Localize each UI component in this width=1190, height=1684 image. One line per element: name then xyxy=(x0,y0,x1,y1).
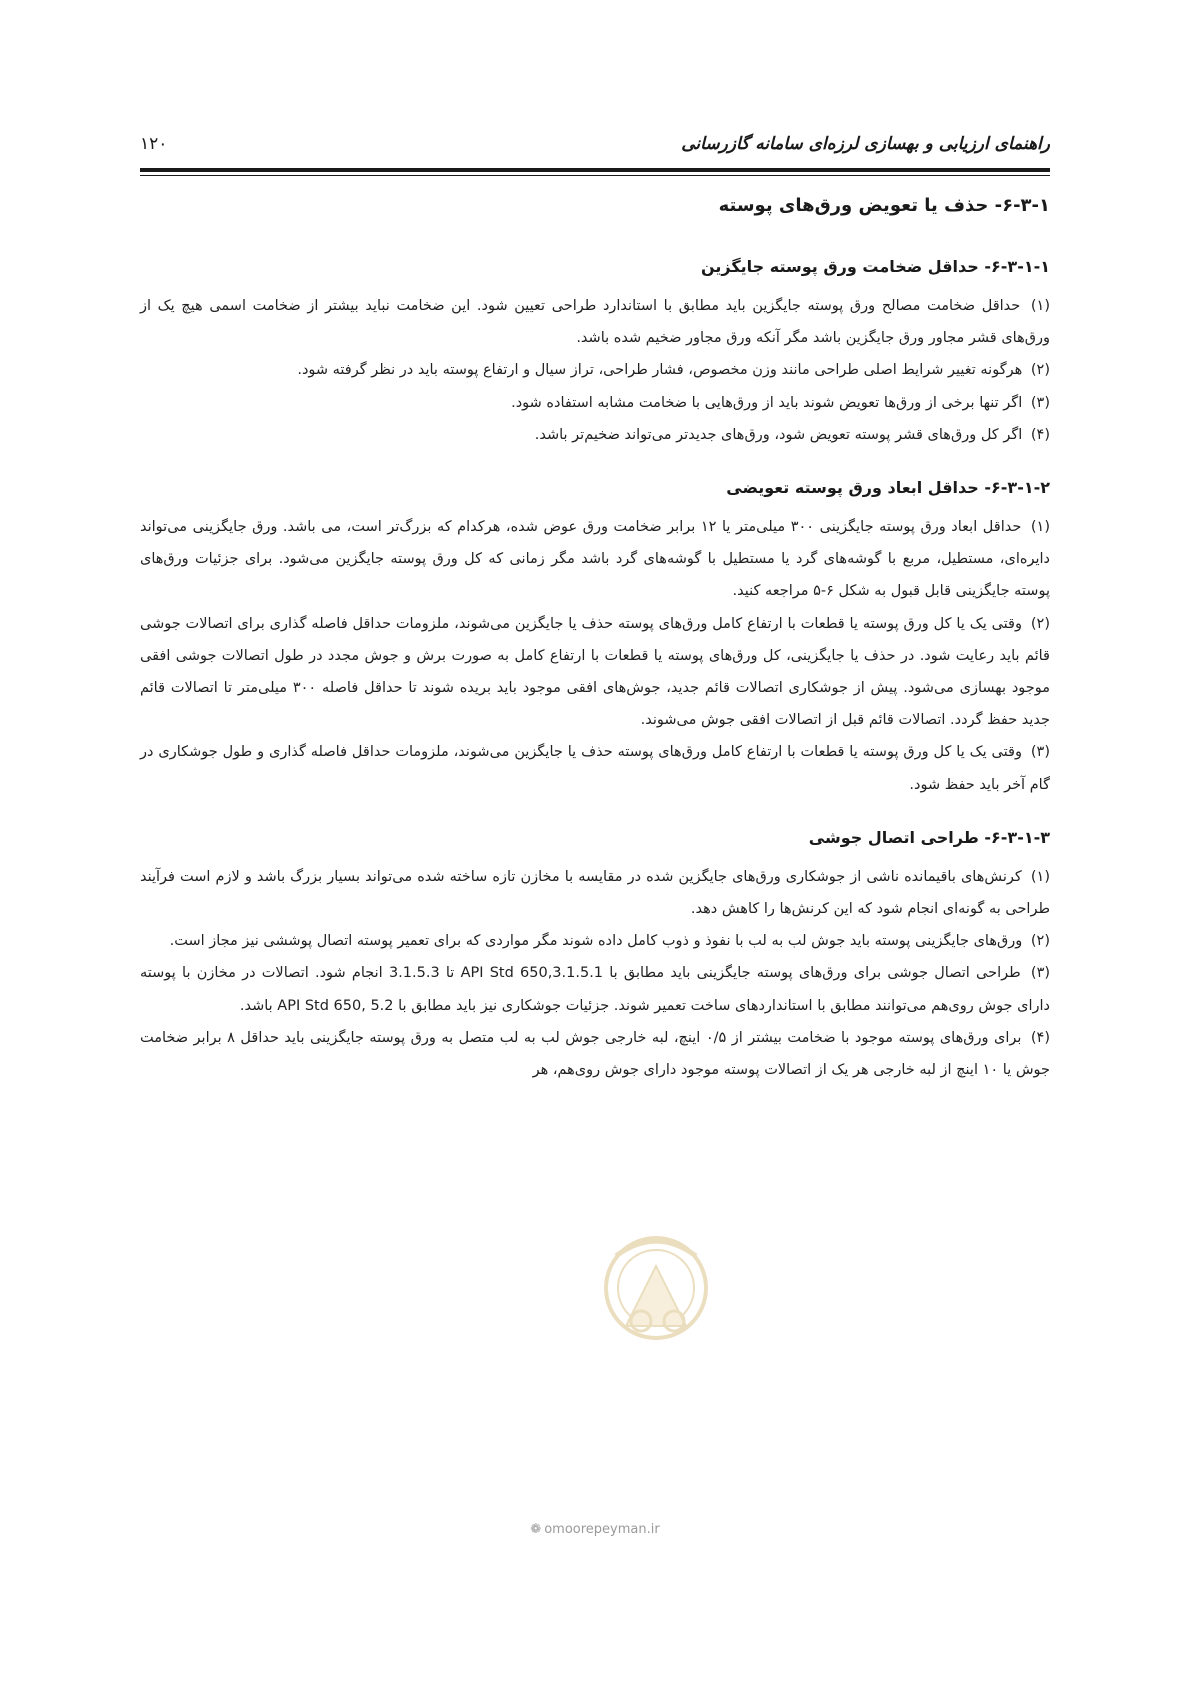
footer-url-text: omoorepeyman.ir xyxy=(544,1522,660,1537)
item-text: طراحی اتصال جوشی برای ورق‌های پوسته جایگزینی باید مطابق با API Std 650,3.1.5.1 تا 3.1.5.3 انجام شود. اتصالات در مخازن با پوسته دارای جوش روی‌هم می‌توانند مطابق با استانداردهای ساخت تعمیر شوند. جزئیات جوشکاری نیز باید مطابق با API Std 650, 5.2 باشد. xyxy=(140,965,1050,1014)
item-text: اگر کل ورق‌های قشر پوسته تعویض شود، ورق‌های جدیدتر می‌تواند ضخیم‌تر باشد. xyxy=(534,426,1023,443)
item-number: (۳) xyxy=(1030,744,1050,761)
subsection-3 xyxy=(140,823,1050,1086)
list-item xyxy=(140,736,1050,800)
list-item xyxy=(140,861,1050,925)
item-number: (۱) xyxy=(1030,298,1051,314)
subsection-2 xyxy=(140,473,1050,801)
subsection-1 xyxy=(140,252,1050,451)
item-text: اگر تنها برخی از ورق‌ها تعویض شوند باید از ورق‌هایی با ضخامت مشابه استفاده شود. xyxy=(511,394,1023,411)
item-number: (۳) xyxy=(1030,394,1050,411)
list-item xyxy=(140,957,1050,1021)
item-number: (۱) xyxy=(1030,868,1050,885)
watermark-seal-icon xyxy=(596,1226,716,1356)
list-item xyxy=(140,1022,1050,1086)
running-title: راهنمای ارزیابی و بهسازی لرزه‌ای سامانه گازرسانی xyxy=(681,134,1050,154)
item-text: حداقل ضخامت مصالح ورق پوسته جایگزین باید مطابق با استاندارد طراحی تعیین شود. این ضخامت نباید بیشتر از ضخامت اسمی هیچ یک از ورق‌های قشر مجاور ورق جایگزین باشد مگر آنکه ورق مجاور ضخیم شده باشد. xyxy=(140,298,1050,347)
subsection-heading: ۶-۳-۱-۱- حداقل ضخامت ورق پوسته جایگزین xyxy=(700,257,1050,276)
item-text: وقتی یک یا کل ورق پوسته یا قطعات با ارتفاع کامل ورق‌های پوسته حذف یا جایگزین می‌شوند، ملزومات حداقل فاصله گذاری و طول جوشکاری در گام آخر باید حفظ شود. xyxy=(140,744,1050,793)
page-content xyxy=(140,190,1050,1108)
subsection-heading: ۶-۳-۱-۳- طراحی اتصال جوشی xyxy=(808,827,1050,847)
item-text: هرگونه تغییر شرایط اصلی طراحی مانند وزن مخصوص، فشار طراحی، تراز سیال و ارتفاع پوسته باید در نظر گرفته شود. xyxy=(297,362,1023,379)
item-number: (۳) xyxy=(1030,965,1051,982)
item-number: (۱) xyxy=(1030,519,1051,536)
subsection-heading: ۶-۳-۱-۲- حداقل ابعاد ورق پوسته تعویضی xyxy=(726,478,1050,498)
item-number: (۲) xyxy=(1030,933,1050,950)
list-item xyxy=(140,387,1050,419)
section-heading: ۶-۳-۱- حذف یا تعویض ورق‌های پوسته xyxy=(718,195,1050,216)
item-number: (۴) xyxy=(1030,1029,1050,1046)
item-number: (۴) xyxy=(1030,426,1050,443)
page-number: ۱۲۰ xyxy=(140,134,168,154)
header-rule-thin xyxy=(140,175,1050,176)
running-header xyxy=(140,126,1050,166)
item-text: کرنش‌های باقیمانده ناشی از جوشکاری ورق‌های جایگزین شده در مقایسه با مخازن تازه ساخته شده می‌تواند بسیار بزرگ باشد و لازم است فرآیند طراحی به گونه‌ای انجام شود که این کرنش‌ها را کاهش دهد. xyxy=(140,868,1050,918)
list-item xyxy=(140,608,1050,737)
header-rule xyxy=(140,168,1050,172)
item-text: حداقل ابعاد ورق پوسته جایگزینی ۳۰۰ میلی‌متر یا ۱۲ برابر ضخامت ورق عوض شده، هرکدام که بزرگ‌تر است، می باشد. ورق جایگزینی می‌تواند دایره‌ای، مستطیل، مربع با گوشه‌های گرد یا مستطیل با گوشه‌های گرد باشد مگر زمانی که کل ورق پوسته جایگزین می‌شود. برای جزئیات ورق‌های پوسته جایگزینی قابل قبول به شکل ۶-۵ مراجعه کنید. xyxy=(140,519,1050,600)
item-number: (۲) xyxy=(1030,615,1050,632)
list-item xyxy=(140,354,1050,386)
document-page xyxy=(140,0,1050,1684)
list-item xyxy=(140,925,1050,957)
seal-icon: ❁ xyxy=(530,1522,542,1537)
footer-url xyxy=(140,1522,1050,1537)
item-number: (۲) xyxy=(1030,362,1050,379)
list-item xyxy=(140,511,1050,608)
list-item xyxy=(140,419,1050,451)
item-text: برای ورق‌های پوسته موجود با ضخامت بیشتر از ۰/۵ اینچ، لبه خارجی جوش لب به لب متصل به ورق پوسته جایگزینی باید حداقل ۸ برابر ضخامت جوش یا ۱۰ اینچ از لبه خارجی هر یک از اتصالات پوسته موجود دارای جوش روی‌هم، هر xyxy=(140,1029,1050,1079)
item-text: وقتی یک یا کل ورق پوسته یا قطعات با ارتفاع کامل ورق‌های پوسته حذف یا جایگزین می‌شوند، ملزومات حداقل فاصله گذاری برای اتصالات جوشی قائم باید رعایت شود. در حذف یا جایگزینی، کل ورق‌های پوسته یا قطعات با ارتفاع کامل به صورت برش و جوش مجدد در طول اتصالات جوشی افقی موجود بهسازی می‌شود. پیش از جوشکاری اتصالات قائم جدید، جوش‌های افقی موجود باید بریده شوند تا حداقل فاصله ۳۰۰ میلی‌متر تا اتصالات قائم جدید حفظ گردد. اتصالات قائم قبل از اتصالات افقی جوش می‌شوند. xyxy=(140,615,1050,729)
list-item xyxy=(140,290,1050,354)
item-text: ورق‌های جایگزینی پوسته باید جوش لب به لب با نفوذ و ذوب کامل داده شوند مگر مواردی که برای تعمیر پوسته اتصال پوششی نیز مجاز است. xyxy=(169,933,1023,950)
